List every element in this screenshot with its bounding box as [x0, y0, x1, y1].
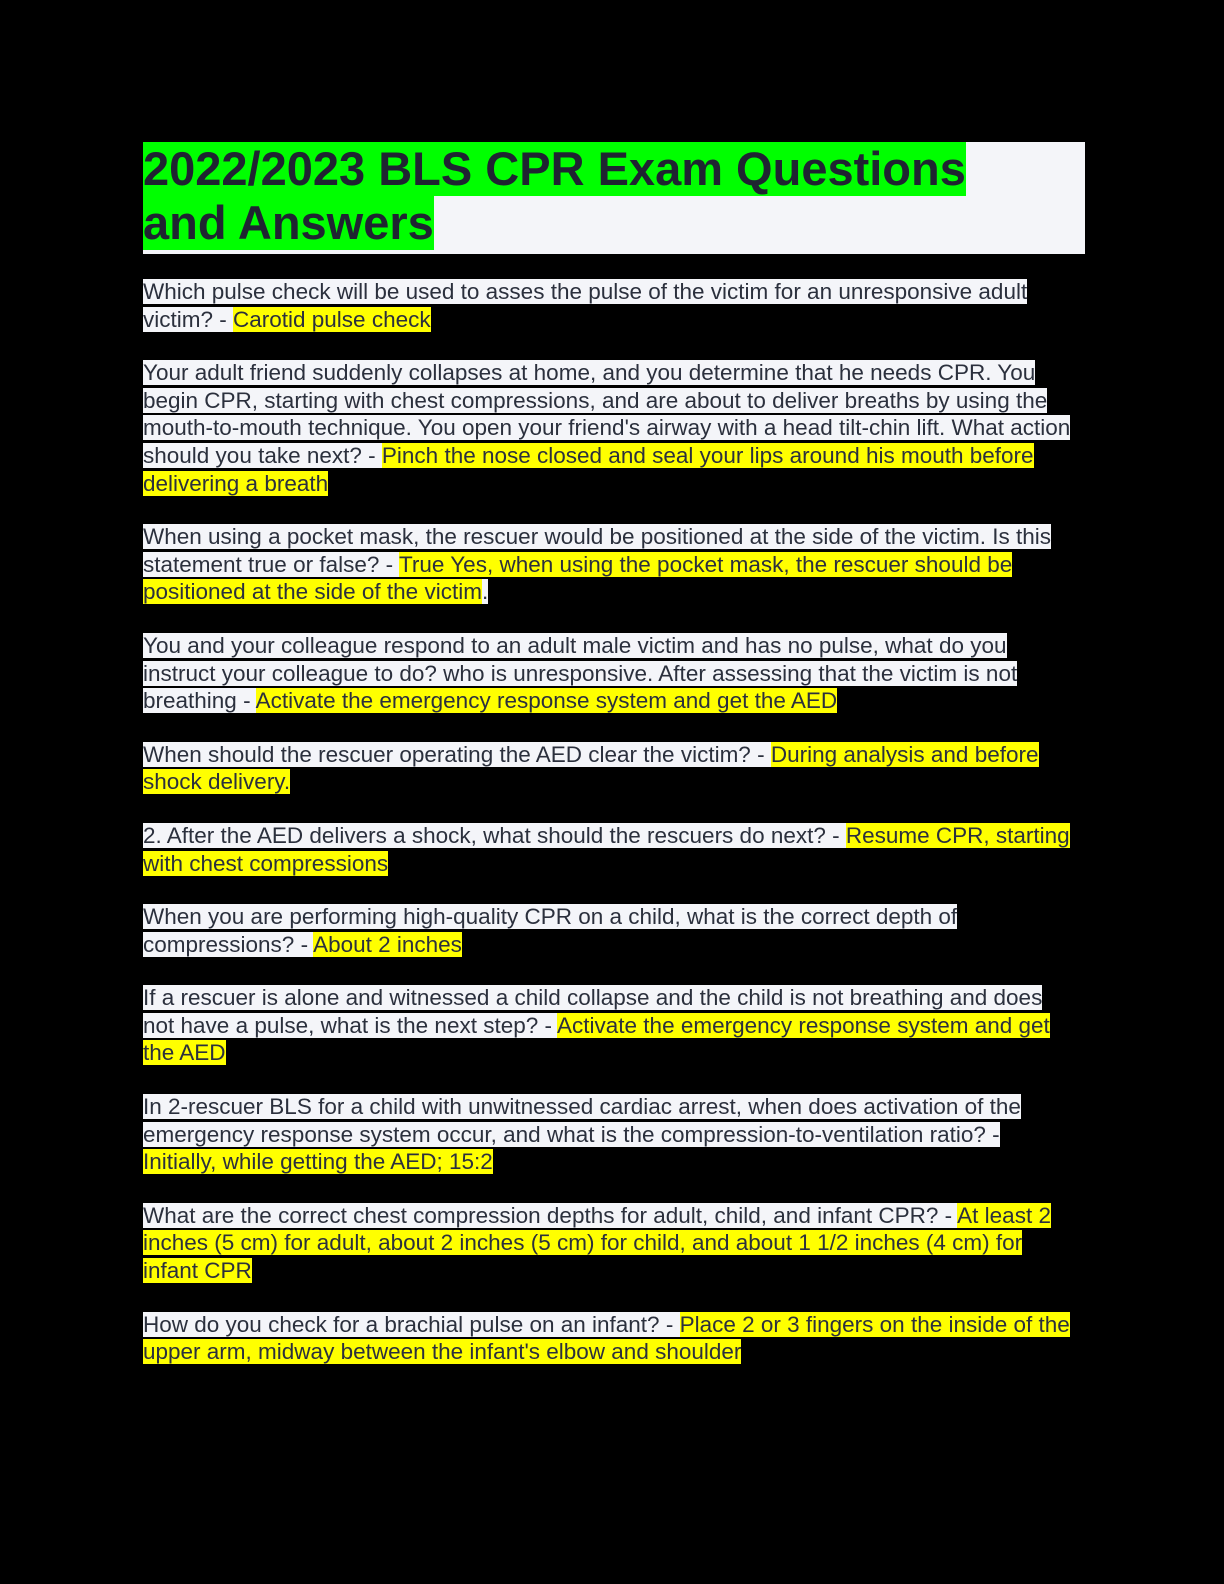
- question-text: How do you check for a brachial pulse on an infant? -: [143, 1311, 680, 1337]
- answer-text: Place 2 or 3 fingers on the inside of the upper arm, midway between the infant's elbow and shoulder: [143, 1311, 1070, 1365]
- answer-text: Activate the emergency response system and get the AED: [255, 688, 838, 714]
- question-text: You and your colleague respond to an adult male victim and has no pulse, what do you instruct your colleague to do? who is unresponsive. After assessing that the victim is not breathing -: [143, 632, 1018, 714]
- answer-text: True Yes, when using the pocket mask, the rescuer should be positioned at the side of the victim: [143, 551, 1013, 605]
- question-text: What are the correct chest compression depths for adult, child, and infant CPR? -: [143, 1202, 958, 1228]
- answer-text: Activate the emergency response system and get the AED: [143, 1012, 1050, 1066]
- answer-text: Pinch the nose closed and seal your lips around his mouth before delivering a breath: [143, 442, 1034, 496]
- title-block: [143, 142, 1085, 254]
- answer-text: About 2 inches: [313, 931, 462, 957]
- question-text: In 2-rescuer BLS for a child with unwitnessed cardiac arrest, when does activation of the emergency response system occur, and what is the compression-to-ventilation ratio? -: [143, 1094, 1021, 1147]
- qa-item-8: [143, 984, 1078, 1067]
- question-text: When should the rescuer operating the AED clear the victim? -: [143, 741, 771, 767]
- page-title: [143, 142, 1003, 250]
- question-text: Which pulse check will be used to asses the pulse of the victim for an unresponsive adult victim? -: [143, 279, 1028, 332]
- qa-item-5: [143, 741, 1078, 796]
- question-text: 2. After the AED delivers a shock, what should the rescuers do next? -: [143, 822, 846, 848]
- answer-text: Initially, while getting the AED; 15:2: [143, 1149, 493, 1175]
- qa-item-7: [143, 903, 1078, 958]
- qa-item-6: [143, 822, 1078, 877]
- question-text: When you are performing high-quality CPR on a child, what is the correct depth of compressions? -: [143, 904, 958, 957]
- qa-item-2: [143, 359, 1078, 497]
- qa-item-1: [143, 278, 1078, 333]
- answer-text: During analysis and before shock delivery.: [143, 741, 1039, 795]
- qa-item-11: [143, 1311, 1078, 1366]
- answer-text: Resume CPR, starting with chest compressions: [143, 822, 1070, 876]
- question-text: If a rescuer is alone and witnessed a child collapse and the child is not breathing and does not have a pulse, what is the next step? -: [143, 985, 1043, 1038]
- qa-item-4: [143, 632, 1078, 715]
- answer-tail: .: [481, 579, 489, 605]
- question-text: Your adult friend suddenly collapses at home, and you determine that he needs CPR. You begin CPR, starting with chest compressions, and are about to deliver breaths by using the mouth-to-mouth technique. You open your friend's airway with a head tilt-chin lift. What action should you take next? -: [143, 360, 1071, 468]
- answer-text: At least 2 inches (5 cm) for adult, about 2 inches (5 cm) for child, and about 1 1/2 inches (4 cm) for infant CPR: [143, 1202, 1051, 1284]
- qa-item-9: [143, 1093, 1078, 1176]
- answer-text: Carotid pulse check: [233, 306, 431, 332]
- qa-item-10: [143, 1202, 1078, 1285]
- document-page: [143, 142, 1085, 1392]
- title-text: 2022/2023 BLS CPR Exam Questions and Answers: [143, 142, 966, 249]
- qa-item-3: [143, 523, 1078, 606]
- question-text: When using a pocket mask, the rescuer would be positioned at the side of the victim. Is this statement true or false? -: [143, 524, 1051, 577]
